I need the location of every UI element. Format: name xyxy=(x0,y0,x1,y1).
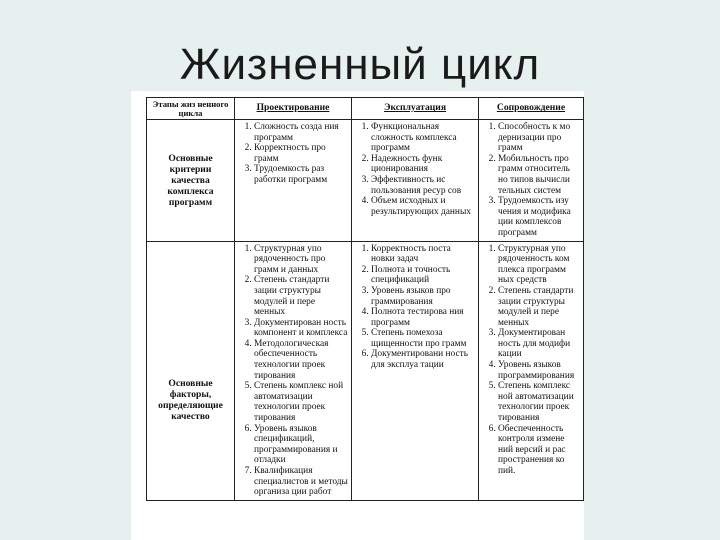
cell-criteria-operation xyxy=(352,120,479,242)
factors-maintenance-item: 2. Степень стандарти зации структуры модулей и пере менных xyxy=(498,286,580,328)
criteria-design-list xyxy=(238,122,348,186)
criteria-design-item: 1. Сложность созда ния программ xyxy=(254,122,348,143)
cell-criteria-maintenance xyxy=(479,120,584,242)
table-row-factors xyxy=(147,241,584,500)
factors-operation-item: 4. Полнота тестирова ния программ xyxy=(371,307,475,328)
factors-maintenance-item: 5. Степень комплекс ной автоматизации технологии проек тирования xyxy=(498,381,580,423)
factors-operation-item: 1. Корректность поста новки задач xyxy=(371,244,475,265)
row-label-factors: Основные факторы, определяющие качество xyxy=(147,241,235,500)
criteria-operation-item: 1. Функциональная сложность комплекса программ xyxy=(371,122,475,154)
factors-design-list xyxy=(238,244,348,498)
criteria-design-item: 2. Корректность про грамм xyxy=(254,143,348,164)
factors-design-item: 1. Структурная упо рядоченность про грамм и данных xyxy=(254,244,348,276)
factors-maintenance-list xyxy=(482,244,580,477)
factors-design-item: 3. Документирован ность компонент и комплекса xyxy=(254,318,348,339)
slide-title: Жизненный цикл xyxy=(179,40,541,89)
cell-factors-design xyxy=(235,241,352,500)
factors-maintenance-item: 1. Структурная упо рядоченность ком плекса программ ных средств xyxy=(498,244,580,286)
factors-operation-item: 3. Уровень языков про граммирования xyxy=(371,286,475,307)
factors-maintenance-item: 3. Документирован ность для модифи кации xyxy=(498,328,580,360)
criteria-maintenance-item: 1. Способность к мо дернизации про грамм xyxy=(498,122,580,154)
criteria-operation-item: 2. Надежность функ ционирования xyxy=(371,154,475,175)
cell-factors-maintenance xyxy=(479,241,584,500)
quality-table-image xyxy=(131,91,584,540)
quality-criteria-table xyxy=(146,97,584,501)
factors-operation-list xyxy=(355,244,475,371)
factors-design-item: 7. Квалификация специалистов и методы организа ции работ xyxy=(254,466,348,498)
header-stages: Этапы жиз ненного цикла xyxy=(147,98,235,120)
factors-operation-item: 6. Документировани ность для эксплуа тации xyxy=(371,349,475,370)
header-maintenance: Сопровождение xyxy=(479,98,584,120)
factors-maintenance-item: 4. Уровень языков программирования xyxy=(498,360,580,381)
header-design: Проектирование xyxy=(235,98,352,120)
factors-design-item: 4. Методологическая обеспеченность технологии проек тирования xyxy=(254,339,348,381)
row-label-criteria: Основные критерии качества комплекса программ xyxy=(147,120,235,242)
criteria-operation-item: 3. Эффективность ис пользования ресур сов xyxy=(371,175,475,196)
factors-operation-item: 5. Степень помехоза щищенности про грамм xyxy=(371,328,475,349)
factors-operation-item: 2. Полнота и точность спецификаций xyxy=(371,265,475,286)
criteria-maintenance-list xyxy=(482,122,580,239)
criteria-design-item: 3. Трудоемкость раз работки программ xyxy=(254,164,348,185)
criteria-maintenance-item: 2. Мобильность про грамм относитель но типов вычисли тельных систем xyxy=(498,154,580,196)
table-header-row xyxy=(147,98,584,120)
criteria-operation-item: 4. Объем исходных и результирующих данных xyxy=(371,196,475,217)
factors-design-item: 5. Степень комплекс ной автоматизации технологии проек тирования xyxy=(254,381,348,423)
table-row-criteria xyxy=(147,120,584,242)
cell-criteria-design xyxy=(235,120,352,242)
criteria-maintenance-item: 3. Трудоемкость изу чения и модифика ции комплексов программ xyxy=(498,196,580,238)
cell-factors-operation xyxy=(352,241,479,500)
header-operation: Эксплуатация xyxy=(352,98,479,120)
factors-design-item: 6. Уровень языков спецификаций, программирования и отладки xyxy=(254,424,348,466)
factors-design-item: 2. Степень стандарти зации структуры модулей и пере менных xyxy=(254,275,348,317)
factors-maintenance-item: 6. Обеспеченность контроля измене ний версий и рас пространения ко пий. xyxy=(498,424,580,477)
criteria-operation-list xyxy=(355,122,475,217)
